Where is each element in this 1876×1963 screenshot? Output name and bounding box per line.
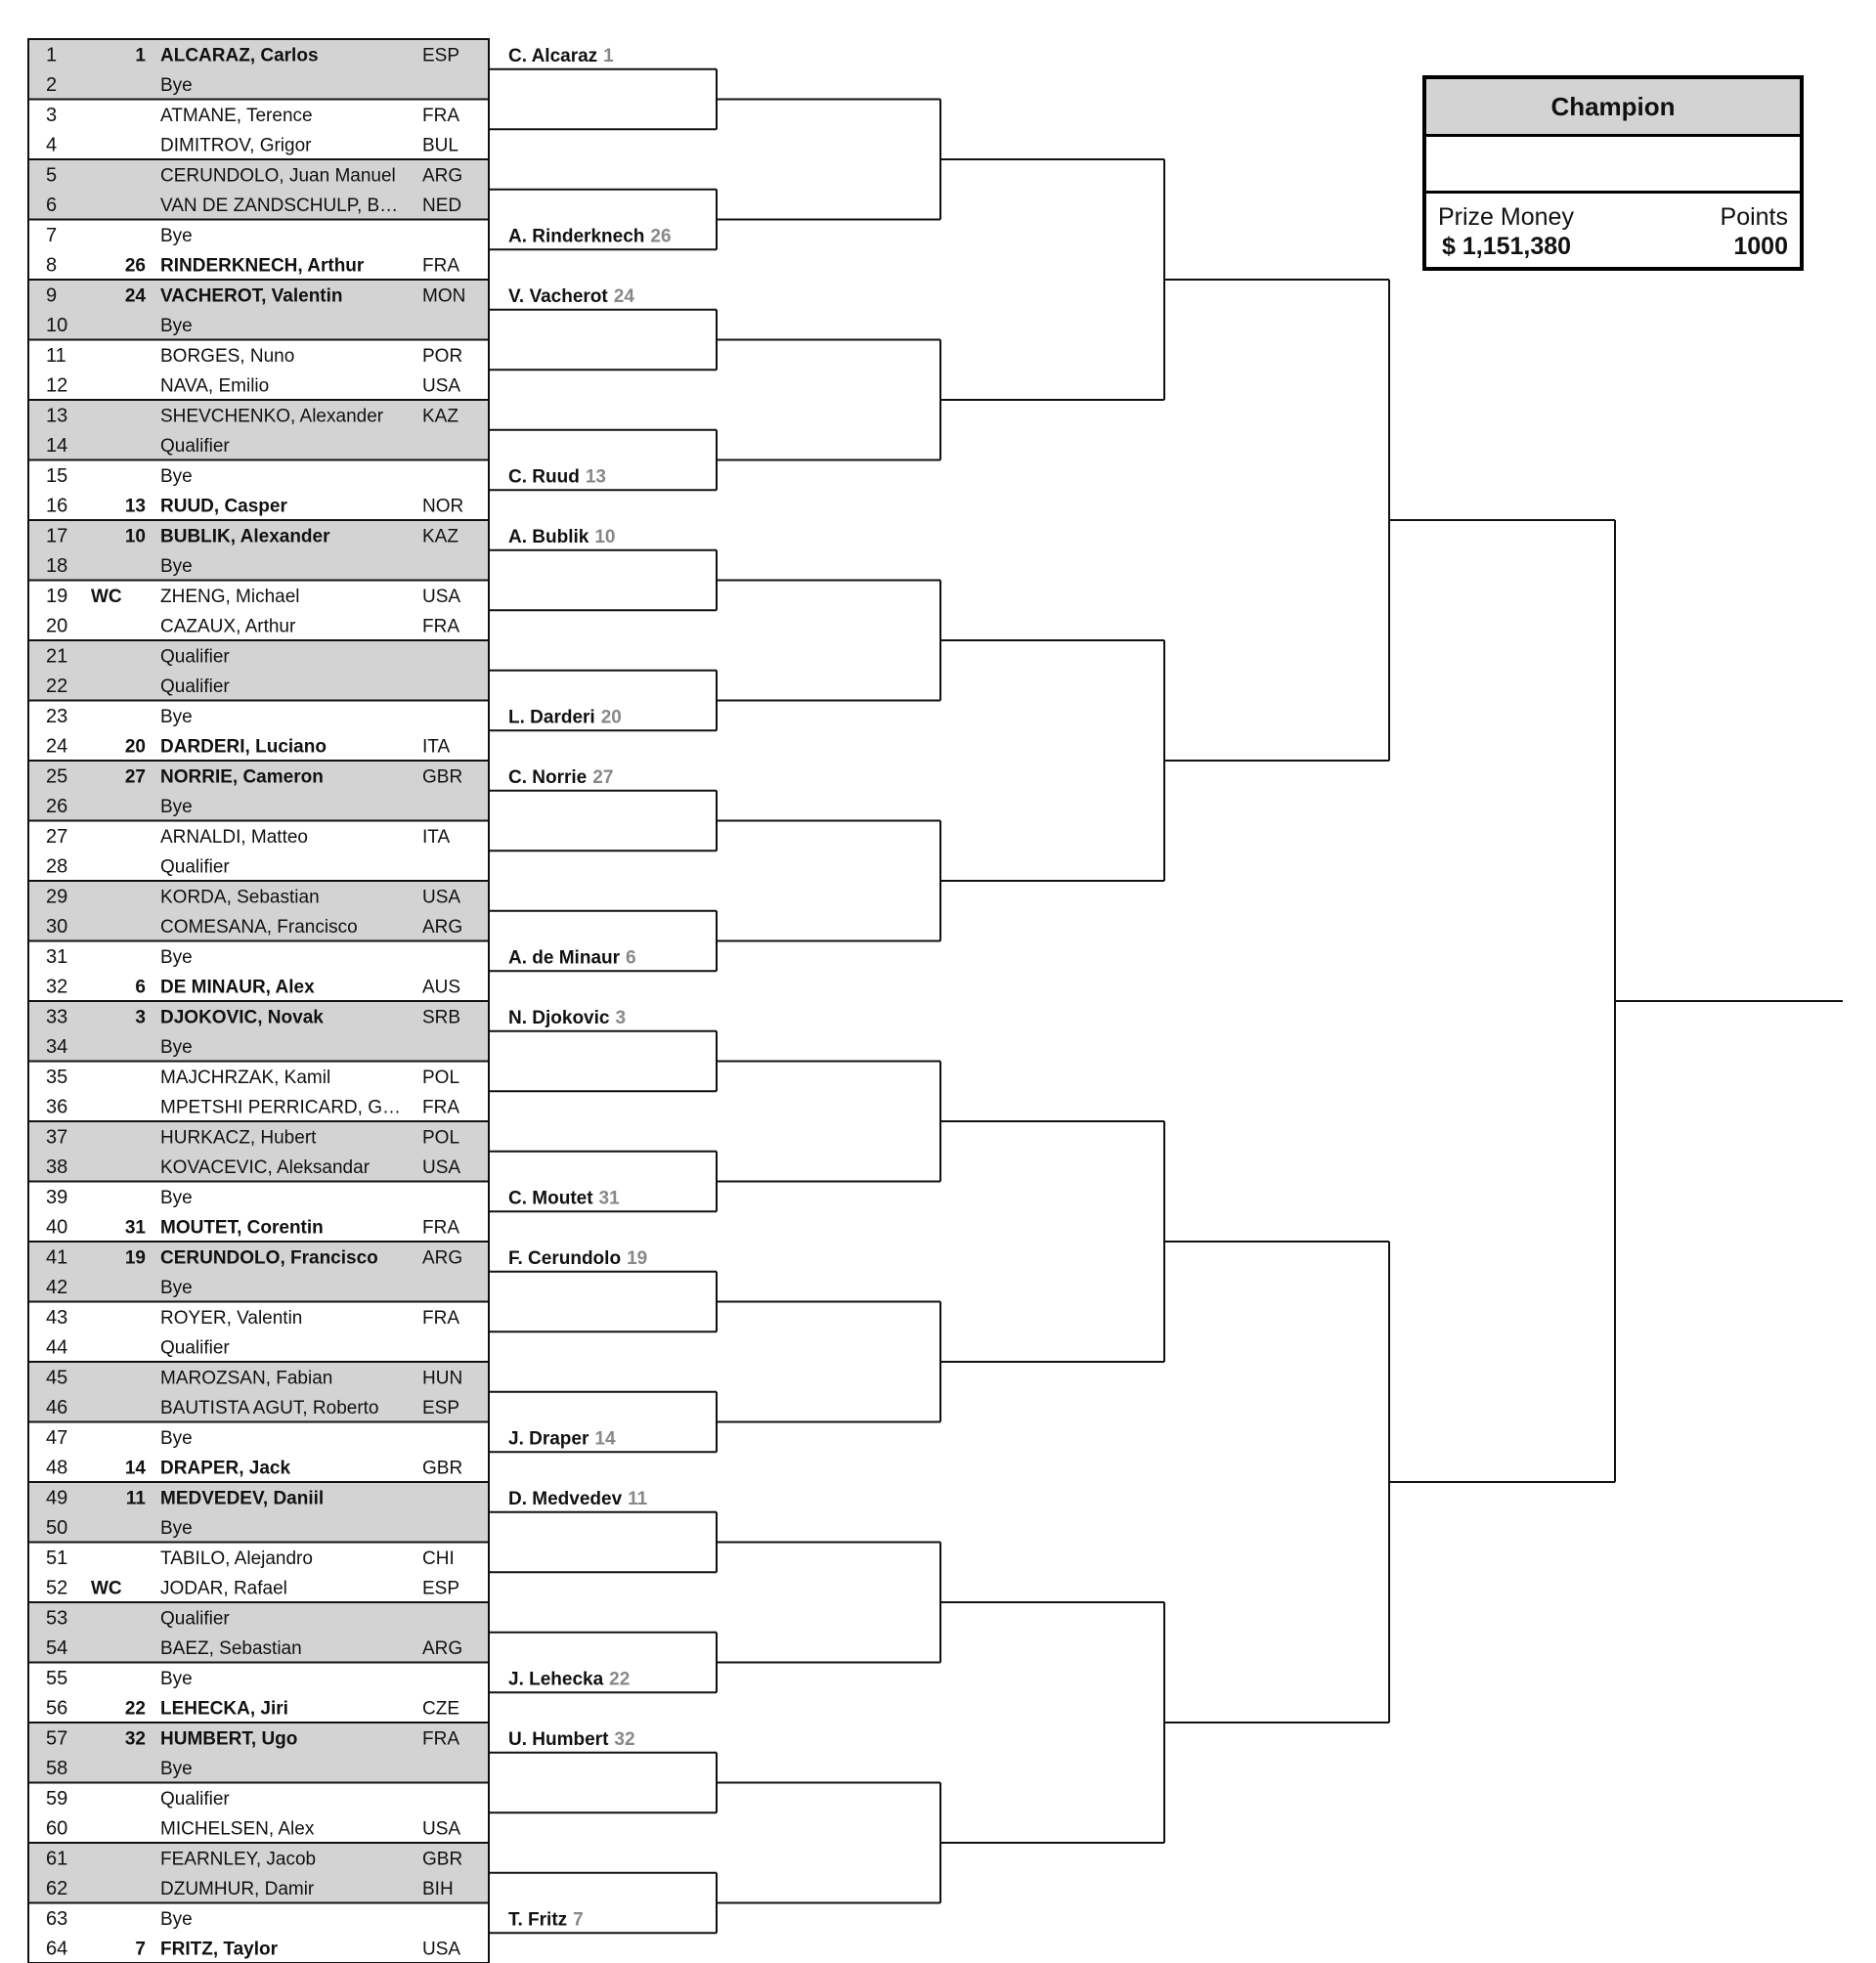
- seed-number: 27: [124, 766, 146, 788]
- player-country: POL: [422, 1067, 460, 1088]
- draw-position: 30: [46, 916, 68, 938]
- round-two-seed: 6: [626, 947, 636, 969]
- prize-money-label: Prize Money: [1438, 203, 1574, 231]
- round-two-seed: 27: [592, 766, 614, 788]
- seed-number: 13: [124, 496, 146, 517]
- draw-position: 12: [46, 374, 68, 397]
- player-country: FRA: [422, 1097, 459, 1118]
- draw-position: 33: [46, 1006, 68, 1028]
- seed-number: 20: [124, 736, 146, 758]
- round-two-seed: 13: [585, 466, 606, 488]
- draw-position: 39: [46, 1186, 68, 1208]
- draw-position: 5: [46, 164, 58, 187]
- draw-position: 34: [46, 1036, 68, 1059]
- points-value: 1000: [1733, 233, 1788, 260]
- player-country: POL: [422, 1127, 460, 1149]
- round-two-player: L. Darderi 20: [508, 707, 622, 728]
- player-country: ESP: [422, 45, 460, 66]
- draw-position: 32: [46, 976, 68, 998]
- round-two-player: A. de Minaur 6: [508, 947, 636, 969]
- draw-position: 26: [46, 796, 68, 818]
- seed-number: 24: [124, 285, 146, 307]
- player-name: Qualifier: [160, 856, 230, 878]
- draw-position: 25: [46, 765, 68, 788]
- player-name: RUUD, Casper: [160, 496, 287, 517]
- player-name: Bye: [160, 1668, 193, 1689]
- player-country: GBR: [422, 766, 463, 788]
- player-name: FRITZ, Taylor: [160, 1939, 278, 1960]
- round-two-entry: [508, 527, 615, 547]
- player-name: KORDA, Sebastian: [160, 887, 320, 908]
- champion-title: Champion: [1426, 79, 1800, 137]
- player-name: MEDVEDEV, Daniil: [160, 1488, 325, 1509]
- player-country: FRA: [422, 255, 459, 277]
- player-name: BAUTISTA AGUT, Roberto: [160, 1398, 379, 1419]
- player-name: NORRIE, Cameron: [160, 766, 324, 788]
- round-two-entry: [508, 1248, 647, 1269]
- player-country: KAZ: [422, 406, 458, 427]
- player-name: HUMBERT, Ugo: [160, 1728, 298, 1750]
- draw-position: 24: [46, 735, 68, 758]
- player-country: FRA: [422, 616, 459, 637]
- draw-position: 4: [46, 134, 58, 156]
- player-name: KOVACEVIC, Aleksandar: [160, 1157, 371, 1179]
- player-country: FRA: [422, 1217, 459, 1239]
- player-name: Bye: [160, 465, 193, 487]
- seed-number: 6: [135, 977, 146, 998]
- player-name: TABILO, Alejandro: [160, 1548, 313, 1569]
- player-country: NOR: [422, 496, 464, 517]
- round-two-player: F. Cerundolo 19: [508, 1247, 648, 1269]
- round-two-entry: [508, 1729, 635, 1750]
- draw-position: 61: [46, 1848, 68, 1870]
- draw-position: 9: [46, 284, 58, 307]
- match-pair-box: [28, 640, 489, 701]
- draw-position: 29: [46, 886, 68, 908]
- player-name: BUBLIK, Alexander: [160, 526, 330, 547]
- seed-number: 11: [125, 1488, 146, 1509]
- player-country: USA: [422, 586, 461, 607]
- round-two-seed: 1: [603, 45, 614, 66]
- player-name: DARDERI, Luciano: [160, 736, 327, 758]
- player-country: KAZ: [422, 526, 458, 547]
- player-country: USA: [422, 1818, 461, 1840]
- player-country: FRA: [422, 1728, 459, 1750]
- player-country: FRA: [422, 105, 459, 126]
- draw-position: 13: [46, 405, 68, 427]
- player-name: ARNALDI, Matteo: [160, 826, 308, 848]
- player-name: DJOKOVIC, Novak: [160, 1007, 324, 1028]
- player-name: DE MINAUR, Alex: [160, 977, 315, 998]
- round-two-seed: 22: [609, 1669, 631, 1690]
- draw-position: 7: [46, 224, 58, 246]
- draw-position: 44: [46, 1336, 68, 1359]
- draw-position: 37: [46, 1126, 68, 1149]
- player-name: MAROZSAN, Fabian: [160, 1368, 333, 1389]
- player-name: Bye: [160, 316, 193, 337]
- draw-position: 62: [46, 1878, 68, 1900]
- player-country: ARG: [422, 917, 463, 938]
- draw-position: 38: [46, 1156, 68, 1179]
- draw-position: 19: [46, 585, 68, 607]
- draw-position: 21: [46, 645, 68, 668]
- player-country: FRA: [422, 1307, 459, 1329]
- player-country: GBR: [422, 1458, 463, 1479]
- round-two-entry: [508, 1428, 616, 1449]
- draw-position: 53: [46, 1607, 68, 1630]
- player-name: Bye: [160, 1908, 193, 1930]
- round-two-entries: [508, 46, 672, 1931]
- player-country: MON: [422, 285, 466, 307]
- draw-position: 3: [46, 104, 58, 126]
- round-two-entry: [508, 707, 622, 727]
- round-two-seed: 24: [613, 285, 634, 307]
- seed-number: 26: [124, 255, 146, 277]
- player-name: CAZAUX, Arthur: [160, 616, 296, 637]
- round-two-player: C. Norrie 27: [508, 766, 614, 788]
- draw-position: 42: [46, 1277, 68, 1299]
- draw-position: 56: [46, 1697, 68, 1720]
- player-country: GBR: [422, 1849, 463, 1870]
- round-two-seed: 32: [614, 1728, 635, 1750]
- round-two-entry: [508, 1489, 648, 1509]
- player-name: Bye: [160, 1187, 193, 1208]
- player-name: ALCARAZ, Carlos: [160, 45, 319, 66]
- player-name: CERUNDOLO, Francisco: [160, 1247, 378, 1269]
- seed-number: 1: [135, 45, 146, 66]
- round-two-seed: 14: [594, 1428, 616, 1450]
- draw-position: 55: [46, 1667, 68, 1689]
- draw-position: 16: [46, 495, 68, 517]
- draw-position: 27: [46, 825, 68, 848]
- seed-number: 14: [124, 1458, 146, 1479]
- draw-position: 11: [46, 344, 66, 367]
- round-two-player: A. Rinderknech 26: [508, 226, 672, 247]
- seed-number: 10: [124, 526, 146, 547]
- player-country: ITA: [422, 736, 451, 758]
- player-name: SHEVCHENKO, Alexander: [160, 406, 384, 427]
- round-two-entry: [508, 1669, 630, 1689]
- round-two-player: A. Bublik 10: [508, 526, 616, 547]
- player-name: HURKACZ, Hubert: [160, 1127, 317, 1149]
- player-country: POR: [422, 345, 463, 367]
- draw-position: 43: [46, 1306, 68, 1329]
- player-country: ARG: [422, 165, 463, 187]
- round-two-entry: [508, 947, 636, 968]
- draw-position: 20: [46, 615, 68, 637]
- champion-box: [1422, 75, 1804, 271]
- draw-position: 17: [46, 525, 68, 547]
- player-country: ARG: [422, 1247, 463, 1269]
- player-country: USA: [422, 1939, 461, 1960]
- player-country: HUN: [422, 1368, 463, 1389]
- draw-position: 47: [46, 1426, 68, 1449]
- round-two-seed: 19: [627, 1247, 648, 1269]
- seed-number: 19: [124, 1247, 146, 1269]
- draw-position: 52: [46, 1577, 68, 1599]
- draw-position: 36: [46, 1096, 68, 1118]
- champion-footer: [1426, 194, 1800, 267]
- player-name: Bye: [160, 706, 193, 727]
- player-country: ITA: [422, 826, 451, 848]
- draw-position: 18: [46, 555, 68, 578]
- draw-position: 59: [46, 1787, 68, 1810]
- bracket-lines: [489, 69, 1843, 1934]
- round-two-player: C. Ruud 13: [508, 466, 606, 488]
- round-two-seed: 20: [600, 707, 622, 728]
- seed-number: 31: [124, 1217, 146, 1239]
- round-two-player: C. Moutet 31: [508, 1188, 620, 1209]
- player-name: Bye: [160, 1278, 193, 1299]
- draw-position: 64: [46, 1938, 68, 1960]
- player-name: Qualifier: [160, 646, 230, 668]
- player-country: BUL: [422, 135, 458, 156]
- player-name: Bye: [160, 556, 193, 578]
- player-country: USA: [422, 1157, 461, 1179]
- prize-money-value: $ 1,151,380: [1442, 233, 1572, 260]
- round-two-player: T. Fritz 7: [508, 1909, 584, 1931]
- draw-position: 54: [46, 1637, 68, 1660]
- player-name: Qualifier: [160, 1608, 230, 1630]
- draw-position: 48: [46, 1457, 68, 1479]
- round-two-entry: [508, 226, 672, 246]
- player-country: AUS: [422, 977, 461, 998]
- player-country: ESP: [422, 1398, 460, 1419]
- draw-position: 2: [46, 74, 58, 97]
- round-two-seed: 3: [615, 1007, 627, 1028]
- draw-position: 35: [46, 1066, 68, 1088]
- draw-position: 28: [46, 855, 68, 878]
- round-two-entry: [508, 46, 614, 66]
- entry-status: WC: [91, 1578, 122, 1599]
- draw-position: 57: [46, 1727, 68, 1750]
- draw-position: 22: [46, 676, 68, 698]
- seed-number: 22: [124, 1698, 146, 1720]
- champion-winner: [1426, 137, 1800, 194]
- draw-position: 23: [46, 705, 68, 727]
- draw-position: 50: [46, 1517, 68, 1540]
- round-two-entry: [508, 1909, 584, 1930]
- player-name: FEARNLEY, Jacob: [160, 1849, 317, 1870]
- draw-position: 1: [46, 44, 58, 66]
- round-two-player: D. Medvedev 11: [508, 1488, 648, 1509]
- draw-position: 31: [46, 945, 68, 968]
- seed-number: 32: [124, 1728, 146, 1750]
- draw-position: 15: [46, 464, 68, 487]
- draw-position: 46: [46, 1397, 68, 1419]
- draw-position: 49: [46, 1487, 68, 1509]
- player-name: BORGES, Nuno: [160, 345, 295, 367]
- draw-position: 6: [46, 195, 58, 217]
- player-name: RINDERKNECH, Arthur: [160, 255, 365, 277]
- player-name: Qualifier: [160, 1337, 230, 1359]
- player-name: MOUTET, Corentin: [160, 1217, 324, 1239]
- round-two-player: N. Djokovic 3: [508, 1007, 627, 1028]
- player-name: LEHECKA, Jiri: [160, 1698, 288, 1720]
- player-country: NED: [422, 196, 462, 217]
- draw-position: 8: [46, 254, 58, 277]
- player-name: MICHELSEN, Alex: [160, 1818, 315, 1840]
- round-two-seed: 10: [594, 526, 616, 547]
- round-two-entry: [508, 466, 606, 487]
- player-name: DZUMHUR, Damir: [160, 1879, 315, 1900]
- player-rows: [28, 39, 489, 1963]
- draw-position: 58: [46, 1758, 68, 1780]
- player-name: Qualifier: [160, 1788, 230, 1810]
- draw-position: 63: [46, 1907, 68, 1930]
- points-label: Points: [1720, 203, 1788, 231]
- player-name: Bye: [160, 797, 193, 818]
- draw-position: 14: [46, 435, 68, 458]
- player-country: CZE: [422, 1698, 459, 1720]
- player-name: NAVA, Emilio: [160, 375, 270, 397]
- round-two-entry: [508, 767, 613, 788]
- player-name: Bye: [160, 1427, 193, 1449]
- round-two-player: J. Draper 14: [508, 1428, 616, 1450]
- player-country: USA: [422, 887, 461, 908]
- player-name: ATMANE, Terence: [160, 105, 313, 126]
- player-name: Qualifier: [160, 676, 230, 698]
- player-name: ROYER, Valentin: [160, 1307, 303, 1329]
- player-name: Bye: [160, 225, 193, 246]
- player-name: Bye: [160, 75, 193, 97]
- entry-status: WC: [91, 586, 122, 607]
- player-name: Qualifier: [160, 436, 230, 458]
- player-name: Bye: [160, 1518, 193, 1540]
- player-country: ESP: [422, 1578, 460, 1599]
- round-two-player: V. Vacherot 24: [508, 285, 634, 307]
- draw-position: 41: [46, 1246, 68, 1269]
- round-two-player: J. Lehecka 22: [508, 1669, 631, 1690]
- round-two-seed: 31: [598, 1188, 620, 1209]
- draw-position: 10: [46, 315, 68, 337]
- player-name: Bye: [160, 946, 193, 968]
- round-two-seed: 7: [573, 1909, 584, 1931]
- round-two-player: U. Humbert 32: [508, 1728, 635, 1750]
- player-name: DRAPER, Jack: [160, 1458, 291, 1479]
- round-two-seed: 26: [650, 226, 672, 247]
- player-name: BAEZ, Sebastian: [160, 1638, 302, 1660]
- player-name: VACHEROT, Valentin: [160, 285, 343, 307]
- seed-number: 7: [135, 1939, 146, 1960]
- player-name: Bye: [160, 1759, 193, 1780]
- round-two-entry: [508, 286, 634, 307]
- player-name: JODAR, Rafael: [160, 1578, 287, 1599]
- player-country: ARG: [422, 1638, 463, 1660]
- player-name: Bye: [160, 1037, 193, 1059]
- round-two-entry: [508, 1188, 620, 1208]
- player-name: MPETSHI PERRICARD, G…: [160, 1097, 401, 1118]
- player-country: CHI: [422, 1548, 455, 1569]
- draw-position: 60: [46, 1817, 68, 1840]
- draw-position: 40: [46, 1216, 68, 1239]
- player-name: ZHENG, Michael: [160, 586, 300, 607]
- draw-position: 45: [46, 1367, 68, 1389]
- player-name: DIMITROV, Grigor: [160, 135, 312, 156]
- round-two-player: C. Alcaraz 1: [508, 45, 614, 66]
- player-country: SRB: [422, 1007, 461, 1028]
- player-name: MAJCHRZAK, Kamil: [160, 1067, 331, 1088]
- player-country: USA: [422, 375, 461, 397]
- round-two-entry: [508, 1008, 626, 1028]
- round-two-seed: 11: [628, 1488, 648, 1509]
- player-country: BIH: [422, 1879, 454, 1900]
- player-name: VAN DE ZANDSCHULP, B…: [160, 196, 399, 217]
- player-name: COMESANA, Francisco: [160, 917, 358, 938]
- player-name: CERUNDOLO, Juan Manuel: [160, 165, 396, 187]
- seed-number: 3: [135, 1007, 146, 1028]
- draw-position: 51: [46, 1547, 68, 1569]
